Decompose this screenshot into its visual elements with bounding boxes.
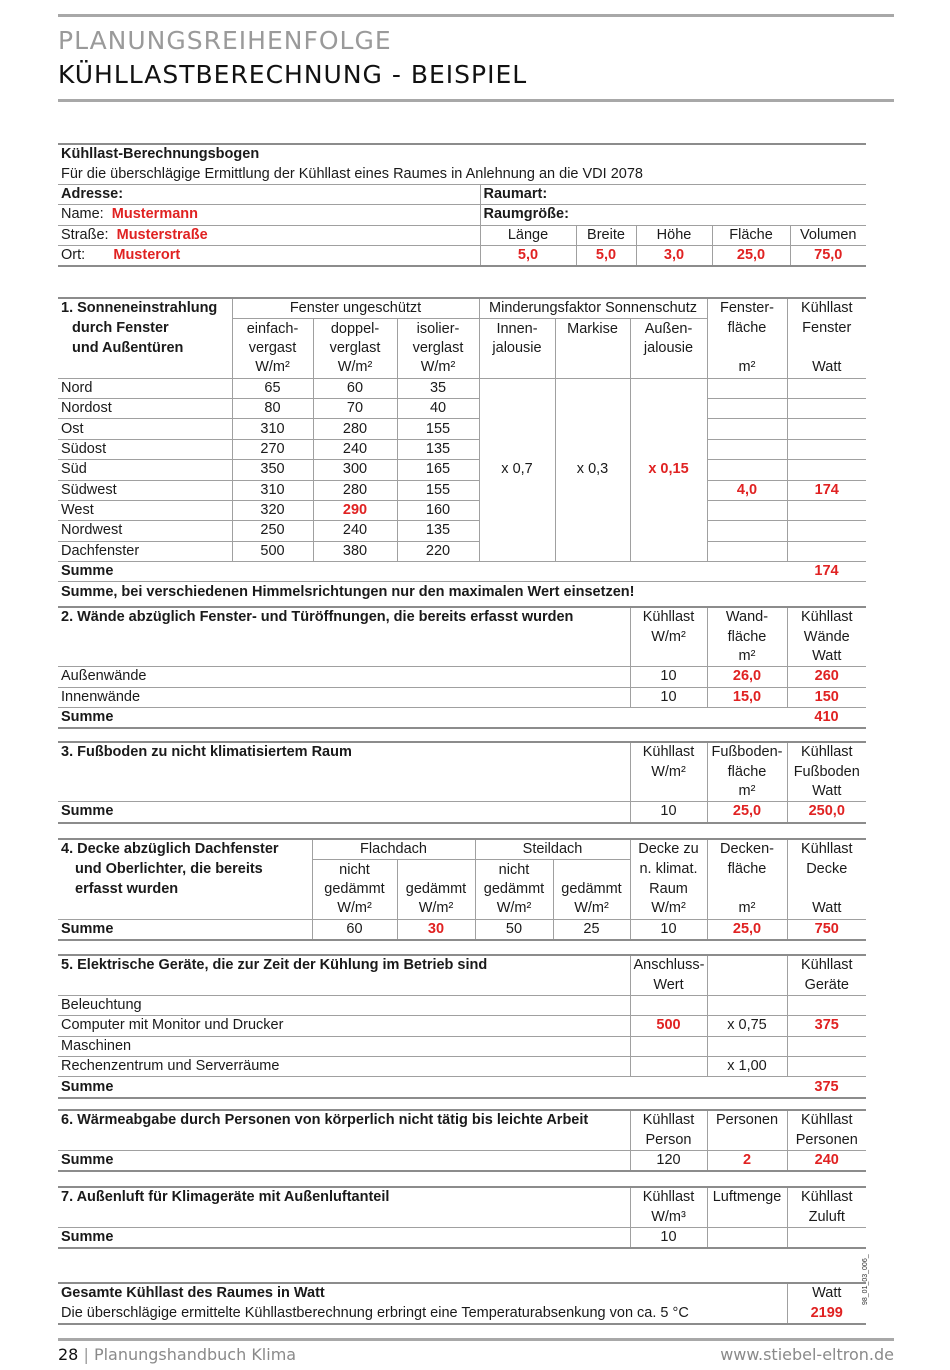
s1-direction: Nord: [58, 378, 232, 398]
website-link[interactable]: www.stiebel-eltron.de: [720, 1345, 894, 1364]
s5-load: [787, 1036, 866, 1056]
s4-col: gedämmt: [312, 880, 397, 899]
section1-table: [58, 297, 866, 602]
s1-value: 240: [313, 521, 397, 541]
s3-h2: m²: [707, 782, 787, 802]
book-title: Planungshandbuch Klima: [93, 1345, 297, 1364]
s1-value: 280: [313, 480, 397, 500]
s6-title: 6. Wärmeabgabe durch Personen von körperlich nicht tätig bis leichte Arbeit: [58, 1110, 630, 1130]
top-rule: [58, 14, 894, 17]
name-value: Mustermann: [111, 206, 198, 223]
total-label: Gesamte Kühllast des Raumes in Watt: [58, 1283, 787, 1303]
s4-value: 30: [397, 919, 475, 940]
s4-h3: Watt: [812, 900, 842, 917]
s1-sum-value: 174: [814, 563, 839, 580]
s1-area: [707, 398, 787, 418]
name-label: Name:: [61, 206, 104, 223]
title-rule: [58, 99, 894, 102]
s1-h-shade: Innen-: [479, 319, 555, 339]
s1-load: 174: [814, 481, 839, 498]
s1-note: Summe, bei verschiedenen Himmelsrichtungen nur den maximalen Wert einsetzen!: [61, 583, 635, 600]
city-label: Ort:: [61, 247, 86, 264]
s2-value: 150: [814, 688, 839, 705]
s3-h2: fläche: [707, 762, 787, 781]
s4-col: gedämmt: [553, 880, 630, 899]
s5-sum-value: 375: [814, 1078, 839, 1095]
s4-col-unit: W/m²: [475, 899, 553, 919]
dim-value: 3,0: [636, 245, 712, 266]
s3-h3: Kühllast: [800, 744, 853, 761]
s1-title-line: durch Fenster: [58, 319, 232, 339]
s4-h1: Decke zu: [630, 839, 707, 860]
s1-factor: x 0,7: [479, 378, 555, 562]
s7-h3: Kühllast: [800, 1189, 853, 1206]
s1-value: 60: [313, 378, 397, 398]
s5-load: [787, 995, 866, 1015]
s1-h-load: Kühllast: [800, 300, 853, 317]
s5-value: [630, 995, 707, 1015]
s1-area: 4,0: [707, 480, 787, 500]
s1-value: 155: [397, 480, 479, 500]
street-row: [58, 225, 480, 245]
dim-value: 5,0: [576, 245, 636, 266]
s1-direction: Süd: [58, 460, 232, 480]
s5-factor: x 1,00: [707, 1056, 787, 1076]
s1-factor: x 0,3: [555, 378, 630, 562]
s1-direction: Dachfenster: [58, 541, 232, 561]
s5-load: [787, 1056, 866, 1076]
s1-load: [787, 398, 866, 418]
s3-h2: Fußboden-: [707, 742, 787, 762]
s4-value: 10: [630, 919, 707, 940]
s5-value: [630, 1056, 707, 1076]
s1-value: 65: [232, 378, 313, 398]
s6-h2: Personen: [707, 1110, 787, 1130]
s4-h3: Kühllast: [800, 841, 853, 858]
s4-sum-value: 750: [814, 920, 839, 937]
s4-h3: Decke: [806, 861, 848, 878]
s1-value: 290: [313, 500, 397, 520]
s1-area: [707, 439, 787, 459]
s1-value: 80: [232, 398, 313, 418]
s6-h1: Person: [630, 1130, 707, 1150]
s5-row-label: Rechenzentrum und Serverräume: [58, 1056, 630, 1076]
s1-direction: Nordost: [58, 398, 232, 418]
s5-row-label: Beleuchtung: [58, 995, 630, 1015]
s5-row-label: Maschinen: [58, 1036, 630, 1056]
s3-h1: W/m²: [630, 762, 707, 781]
total-unit: Watt: [812, 1285, 842, 1302]
s2-h2: Wand-: [707, 607, 787, 627]
s2-h3: Watt: [812, 647, 842, 664]
s1-load: [787, 521, 866, 541]
s5-title: 5. Elektrische Geräte, die zur Zeit der Kühlung im Betrieb sind: [58, 955, 630, 975]
s1-load: [787, 378, 866, 398]
s6-sum-label: Summe: [58, 1150, 630, 1171]
s1-value: 320: [232, 500, 313, 520]
s5-h1: Anschluss-: [630, 955, 707, 975]
s6-value: 120: [630, 1150, 707, 1171]
s1-h-glass-unit: W/m²: [313, 358, 397, 378]
s1-title-line: und Außentüren: [58, 339, 232, 358]
s2-row-label: Außenwände: [58, 667, 630, 687]
section3-table: [58, 741, 866, 824]
s1-direction: Ost: [58, 419, 232, 439]
street-label: Straße:: [61, 226, 109, 243]
s1-load: [787, 439, 866, 459]
s4-title-line: und Oberlichter, die bereits: [58, 860, 312, 880]
s2-value: 10: [630, 687, 707, 707]
s3-value: 10: [630, 802, 707, 823]
s5-h1: Wert: [630, 975, 707, 995]
s1-h-shade: Außen-: [630, 319, 707, 339]
section5-table: [58, 954, 866, 1099]
s5-factor: x 0,75: [707, 1016, 787, 1036]
roomsize-label: Raumgröße:: [483, 206, 569, 223]
s1-value: 160: [397, 500, 479, 520]
name-row: [58, 205, 480, 225]
total-table: [58, 1282, 866, 1325]
s7-value: 10: [630, 1227, 707, 1248]
s1-direction: Nordwest: [58, 521, 232, 541]
s1-value: 280: [313, 419, 397, 439]
s1-load: [787, 460, 866, 480]
s6-h3: Kühllast: [800, 1112, 853, 1129]
dim-value: 5,0: [480, 245, 576, 266]
s3-value: 25,0: [707, 802, 787, 823]
s7-h3: Zuluft: [808, 1208, 845, 1225]
s1-load: [787, 500, 866, 520]
s1-h-area: Fenster-: [707, 298, 787, 319]
s3-sum-value: 250,0: [808, 803, 845, 820]
s3-h3: Fußboden: [793, 763, 860, 780]
s1-h-shade: jalousie: [479, 339, 555, 358]
s6-h3: Personen: [795, 1131, 858, 1148]
s1-area: [707, 521, 787, 541]
s4-title-line: 4. Decke abzüglich Dachfenster: [58, 839, 312, 860]
s6-h1: Kühllast: [630, 1110, 707, 1130]
s2-row-label: Innenwände: [58, 687, 630, 707]
s5-row-label: Computer mit Monitor und Drucker: [58, 1016, 630, 1036]
s2-h2: m²: [707, 647, 787, 667]
s1-direction: Südwest: [58, 480, 232, 500]
s1-group-unprotected: Fenster ungeschützt: [232, 298, 479, 319]
s1-area: [707, 460, 787, 480]
page-number: 28: [58, 1345, 79, 1364]
s2-h1: Kühllast: [630, 607, 707, 627]
s7-title: 7. Außenluft für Klimageräte mit Außenluftanteil: [58, 1187, 630, 1207]
section7-table: [58, 1186, 866, 1249]
s2-value: 26,0: [707, 667, 787, 687]
s4-value: 50: [475, 919, 553, 940]
dim-header: Höhe: [636, 225, 712, 245]
s1-value: 310: [232, 480, 313, 500]
s4-col: nicht: [475, 860, 553, 880]
s1-h-glass: verglast: [397, 339, 479, 358]
city-value: Musterort: [113, 247, 181, 264]
s1-title-line: 1. Sonneneinstrahlung: [58, 298, 232, 319]
section4-table: [58, 838, 866, 941]
s1-h-glass: einfach-: [232, 319, 313, 339]
s1-value: 270: [232, 439, 313, 459]
s4-title-line: erfasst wurden: [58, 880, 312, 899]
roomtype-label: Raumart:: [483, 185, 548, 202]
s2-value: 10: [630, 667, 707, 687]
s4-value: 25: [553, 919, 630, 940]
s1-value: 220: [397, 541, 479, 561]
form-subtitle: Für die überschlägige Ermittlung der Kühllast eines Raumes in Anlehnung an die VDI 2078: [61, 165, 643, 182]
s1-h-shade: jalousie: [630, 339, 707, 358]
s4-h2: Decken-: [707, 839, 787, 860]
address-label: Adresse:: [58, 184, 480, 204]
s1-h-glass: vergast: [232, 339, 313, 358]
page-title: KÜHLLASTBERECHNUNG - BEISPIEL: [58, 60, 528, 89]
s1-h-load-unit: Watt: [812, 359, 842, 376]
s1-value: 350: [232, 460, 313, 480]
s4-group-flat: Flachdach: [312, 839, 475, 860]
s2-h2: fläche: [707, 627, 787, 646]
s2-sum-value: 410: [814, 709, 839, 726]
footer-left: [58, 1345, 296, 1364]
s1-value: 35: [397, 378, 479, 398]
s4-h1: n. klimat.: [630, 860, 707, 880]
s1-h-load: Fenster: [802, 320, 852, 337]
document-code: 98_01_03_006_: [862, 1254, 869, 1305]
s1-area: [707, 378, 787, 398]
s2-value: 15,0: [707, 687, 787, 707]
city-row: [58, 245, 480, 266]
s4-col: gedämmt: [475, 880, 553, 899]
s4-col-unit: W/m²: [312, 899, 397, 919]
s4-sum-label: Summe: [58, 919, 312, 940]
s5-factor: [707, 1036, 787, 1056]
section-title: PLANUNGSREIHENFOLGE: [58, 26, 392, 55]
s1-value: 40: [397, 398, 479, 418]
dim-header: Länge: [480, 225, 576, 245]
s1-sum-label: Summe: [61, 563, 114, 580]
s1-direction: Südost: [58, 439, 232, 459]
s1-value: 380: [313, 541, 397, 561]
form-header-table: [58, 143, 866, 267]
s1-value: 500: [232, 541, 313, 561]
s4-value: 60: [312, 919, 397, 940]
s2-value: 260: [814, 668, 839, 685]
s2-title: 2. Wände abzüglich Fenster- und Türöffnungen, die bereits erfasst wurden: [58, 607, 630, 627]
s1-value: 70: [313, 398, 397, 418]
s4-h2: fläche: [707, 860, 787, 880]
dim-header: Volumen: [800, 226, 857, 243]
s7-h1: W/m³: [630, 1207, 707, 1227]
s1-value: 155: [397, 419, 479, 439]
s1-h-glass-unit: W/m²: [397, 358, 479, 378]
s7-sum-label: Summe: [58, 1227, 630, 1248]
s1-h-shade: Markise: [555, 319, 630, 339]
s4-h2: m²: [707, 899, 787, 919]
total-note: Die überschlägige ermittelte Kühllastberechnung erbringt eine Temperaturabsenkung von ca. 5 °C: [58, 1303, 787, 1323]
form-title: Kühllast-Berechnungsbogen: [61, 146, 260, 163]
s3-h1: Kühllast: [630, 742, 707, 762]
s4-h1: W/m²: [630, 899, 707, 919]
s3-sum-label: Summe: [58, 802, 630, 823]
s1-factor: x 0,15: [630, 378, 707, 562]
street-value: Musterstraße: [116, 226, 208, 243]
s5-sum-label: Summe: [61, 1078, 114, 1095]
s5-load: 375: [814, 1017, 839, 1034]
s1-h-glass-unit: W/m²: [232, 358, 313, 378]
s1-load: [787, 541, 866, 561]
s4-value: 25,0: [707, 919, 787, 940]
s5-factor: [707, 995, 787, 1015]
s2-h3: Wände: [803, 628, 850, 645]
section6-table: [58, 1109, 866, 1172]
s1-area: [707, 541, 787, 561]
s4-group-pitched: Steildach: [475, 839, 630, 860]
s1-h-glass: doppel-: [313, 319, 397, 339]
s1-value: 310: [232, 419, 313, 439]
s1-h-area: fläche: [707, 319, 787, 339]
section2-table: [58, 606, 866, 729]
footer-rule: [58, 1338, 894, 1341]
s1-value: 300: [313, 460, 397, 480]
dim-value: 75,0: [814, 247, 843, 264]
s4-col: gedämmt: [397, 880, 475, 899]
s1-value: 165: [397, 460, 479, 480]
s4-col-unit: W/m²: [553, 899, 630, 919]
s1-area: [707, 419, 787, 439]
s4-col-unit: W/m²: [397, 899, 475, 919]
total-value: 2199: [810, 1304, 843, 1321]
s6-sum-value: 240: [814, 1151, 839, 1168]
s2-h1: W/m²: [630, 627, 707, 646]
s2-sum-label: Summe: [61, 709, 114, 726]
s2-h3: Kühllast: [800, 609, 853, 626]
s1-value: 135: [397, 521, 479, 541]
s1-h-area-unit: m²: [707, 358, 787, 378]
s5-h3: Geräte: [804, 976, 849, 993]
s1-area: [707, 500, 787, 520]
s1-h-glass: verglast: [313, 339, 397, 358]
s4-col: nicht: [312, 860, 397, 880]
dim-header: Breite: [576, 225, 636, 245]
s6-value: 2: [707, 1150, 787, 1171]
s1-load: [787, 419, 866, 439]
s7-h1: Kühllast: [630, 1187, 707, 1207]
s1-h-glass: isolier-: [397, 319, 479, 339]
dim-value: 25,0: [712, 245, 790, 266]
s1-value: 250: [232, 521, 313, 541]
s5-value: 500: [630, 1016, 707, 1036]
s5-value: [630, 1036, 707, 1056]
s4-h1: Raum: [630, 880, 707, 899]
s3-h3: Watt: [812, 782, 842, 799]
s1-group-reduction: Minderungsfaktor Sonnenschutz: [479, 298, 707, 319]
s1-direction: West: [58, 500, 232, 520]
s5-h3: Kühllast: [800, 957, 853, 974]
s1-value: 240: [313, 439, 397, 459]
s7-h2: Luftmenge: [707, 1187, 787, 1207]
s3-title: 3. Fußboden zu nicht klimatisiertem Raum: [58, 742, 630, 762]
footer-separator: |: [83, 1345, 89, 1364]
s1-value: 135: [397, 439, 479, 459]
dim-header: Fläche: [712, 225, 790, 245]
